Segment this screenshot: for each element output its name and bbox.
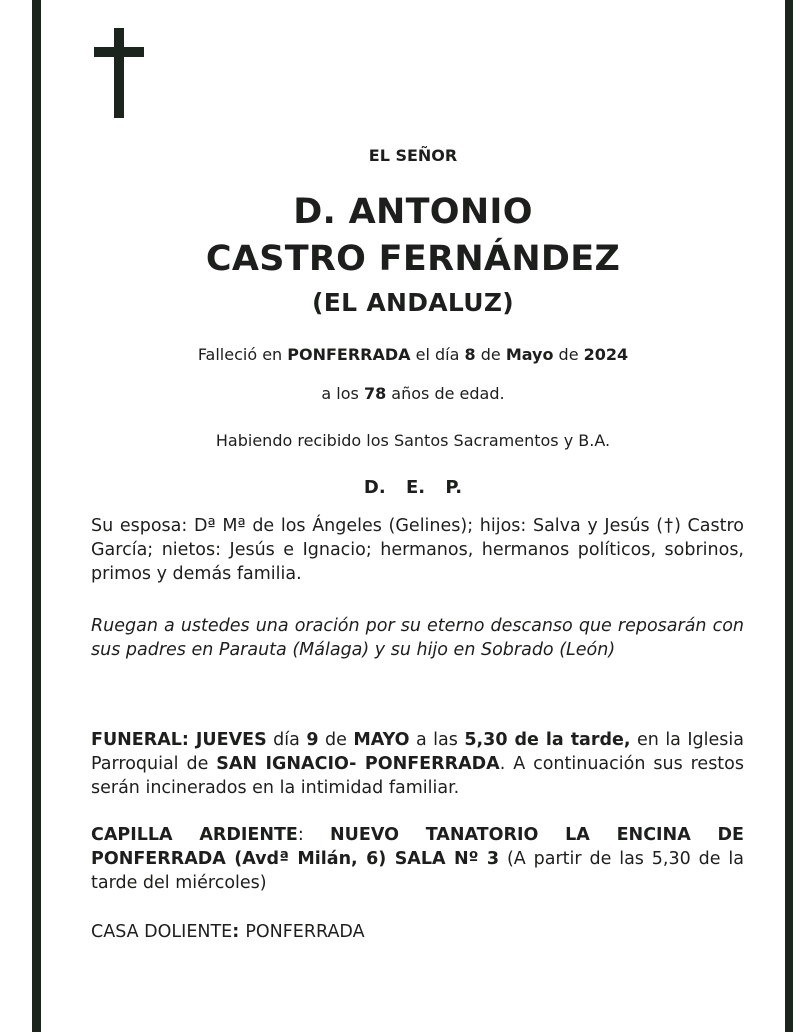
death-year: 2024 [583, 345, 629, 364]
cross-icon [94, 28, 144, 118]
family-paragraph: Su esposa: Dª Mª de los Ángeles (Gelines); hijos: Salva y Jesús (†) Castro García; nietos: Jesús e Ignacio; hermanos, hermanos políticos, sobrinos, primos y demás familia. [91, 516, 744, 584]
death-prefix: Falleció en [197, 345, 288, 364]
sacraments-line: Habiendo recibido los Santos Sacramentos y B.A. [215, 431, 611, 450]
funeral-t5: . A continuación sus restos serán incinerados en la intimidad familiar. [91, 754, 744, 798]
age-value: 78 [363, 384, 387, 403]
prayer-paragraph: Ruegan a ustedes una oración por su eterno descanso que reposarán con sus padres en Parauta (Málaga) y su hijo en Sobrado (León) [91, 616, 744, 660]
death-month: Mayo [505, 345, 554, 364]
cross-vertical-bar [114, 28, 124, 118]
cross-horizontal-bar [94, 47, 144, 57]
funeral-month: MAYO [353, 730, 410, 750]
casa-sep: : [232, 922, 246, 942]
capilla-place: NUEVO TANATORIO LA ENCINA DE PONFERRADA (Avdª Milán, 6) SALA Nº 3 [91, 825, 744, 869]
right-border [785, 0, 793, 1032]
death-place: PONFERRADA [287, 345, 411, 364]
capilla-paragraph [91, 823, 744, 895]
funeral-t3: a las [409, 730, 465, 750]
death-day: 8 [464, 345, 476, 364]
funeral-church: SAN IGNACIO- PONFERRADA [216, 754, 500, 774]
casa-paragraph [91, 920, 744, 944]
casa-label: CASA DOLIENTE [91, 922, 233, 942]
death-mid1: el día [410, 345, 465, 364]
deceased-name-line2: CASTRO FERNÁNDEZ [205, 239, 621, 279]
age-prefix: a los [321, 384, 364, 403]
funeral-t2: de [318, 730, 354, 750]
death-line [41, 345, 785, 364]
capilla-sep: : [297, 825, 331, 845]
age-suffix: años de edad. [386, 384, 505, 403]
deceased-name-line1: D. ANTONIO [293, 192, 533, 232]
funeral-paragraph [91, 728, 744, 800]
age-line [41, 384, 785, 403]
capilla-label: CAPILLA ARDIENTE [91, 825, 298, 845]
funeral-day: 9 [306, 730, 319, 750]
capilla-note: (A partir de las 5,30 de la tarde del miércoles) [91, 849, 744, 893]
dep-line: D. E. P. [363, 477, 463, 498]
death-mid2: de [475, 345, 506, 364]
funeral-time: 5,30 de la tarde, [464, 730, 631, 750]
casa-place: PONFERRADA [245, 922, 365, 942]
deceased-nickname: (EL ANDALUZ) [311, 288, 514, 317]
death-mid3: de [553, 345, 584, 364]
funeral-t4: en la Iglesia Parroquial de [91, 730, 744, 774]
funeral-label: FUNERAL: JUEVES [91, 730, 267, 750]
left-border [32, 0, 41, 1032]
funeral-t1: día [266, 730, 307, 750]
heading: EL SEÑOR [368, 146, 458, 165]
